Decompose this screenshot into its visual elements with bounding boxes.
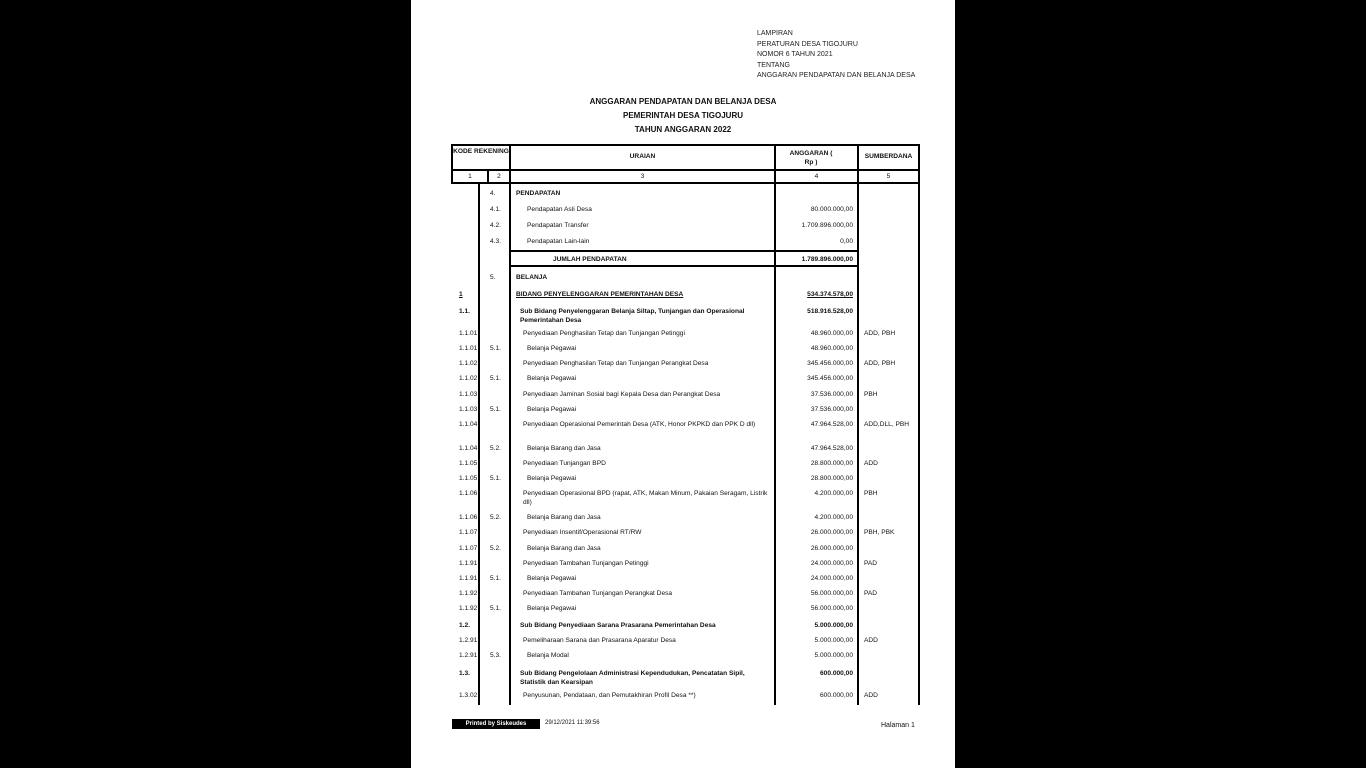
row-uraian: Penyediaan Operasional Pemerintah Desa (ATK, Honor PKPKD dan PPK D dll) [523,421,756,428]
header-kode: KODE REKENING [453,148,509,155]
printed-by-badge: Printed by Siskeudes [452,719,540,729]
row-uraian: Belanja Barang dan Jasa [527,445,601,452]
row-anggaran: 600.000,00 [819,692,853,699]
row-uraian: Penyediaan Tambahan Tunjangan Perangkat Desa [523,590,673,597]
row-kode: 1.1.01 [459,345,478,352]
row-sumberdana: ADD,DLL, PBH [864,421,910,428]
row-sub-kode: 4.2. [490,222,501,229]
row-uraian: Belanja Pegawai [527,575,577,582]
title-line: PEMERINTAH DESA TIGOJURU [622,111,743,120]
row-anggaran: 1.709.896.000,00 [801,222,853,229]
table-border [451,144,920,146]
title-line: ANGGARAN PENDAPATAN DAN BELANJA DESA [589,97,777,106]
row-uraian: Belanja Pegawai [527,605,577,612]
row-kode: 1.1.06 [459,490,478,497]
row-kode: 1.1.07 [459,545,478,552]
row-kode: 1.3. [459,670,470,677]
row-anggaran: 24.000.000,00 [810,560,853,567]
lampiran-line: NOMOR 6 TAHUN 2021 [757,51,833,59]
row-anggaran: 56.000.000,00 [810,605,853,612]
title-line: TAHUN ANGGARAN 2022 [634,125,732,134]
lampiran-line: ANGGARAN PENDAPATAN DAN BELANJA DESA [757,72,916,80]
row-sub-kode: 4.1. [490,206,501,213]
row-uraian: Belanja Barang dan Jasa [527,514,601,521]
row-kode: 1.3.02 [459,692,478,699]
row-anggaran: 37.536.000,00 [810,406,853,413]
printed-date: 29/12/2021 11:39:56 [545,720,600,726]
row-sumberdana: PAD [864,560,878,567]
row-kode: 1.1.06 [459,514,478,521]
table-border [451,182,920,184]
table-border [509,250,859,252]
row-sumberdana: ADD, PBH [864,330,896,337]
row-anggaran: 345.456.000,00 [807,375,853,382]
row-uraian: Sub Bidang Pengelolaan Administrasi Kependudukan, Pencatatan Sipil, Statistik dan Kearsipan [520,670,745,686]
row-sumberdana: PBH [864,490,878,497]
row-uraian: Penyediaan Tunjangan BPD [523,460,606,467]
row-uraian: Pendapatan Lain-lain [527,238,590,245]
row-anggaran: 56.000.000,00 [810,590,853,597]
row-anggaran: 4.200.000,00 [814,490,853,497]
row-sub-kode: 5.1. [490,375,501,382]
row-sumberdana: ADD [864,460,878,467]
row-sub-kode: 5.1. [490,575,501,582]
row-uraian: Belanja Pegawai [527,406,577,413]
row-uraian: Pendapatan Transfer [527,222,589,229]
row-kode: 1.1.91 [459,560,478,567]
document-title [411,95,955,137]
col-num: 3 [640,173,645,180]
row-anggaran: 47.964.528,00 [810,421,853,428]
row-anggaran: 518.916.528,00 [807,308,853,315]
row-kode: 1 [459,291,463,298]
row-kode: 1.1.05 [459,475,478,482]
header-anggaran: ANGGARAN ( Rp ) [789,150,833,166]
row-kode: 1.2.91 [459,652,478,659]
col-num: 4 [814,173,819,180]
row-kode: 1.1.01 [459,330,478,337]
row-sub-kode: 4.3. [490,238,501,245]
row-kode: 1.1.91 [459,575,478,582]
row-uraian: BELANJA [516,274,548,281]
row-kode: 1.1.03 [459,391,478,398]
row-uraian: Belanja Pegawai [527,375,577,382]
row-uraian: Belanja Barang dan Jasa [527,545,601,552]
table-border [478,184,480,705]
row-sub-kode: 5.1. [490,406,501,413]
lampiran-line: TENTANG [757,61,790,69]
row-anggaran: 5.000.000,00 [814,622,853,629]
row-anggaran: 80.000.000,00 [810,206,853,213]
table-border [451,169,920,171]
row-kode: 1.1.05 [459,460,478,467]
row-sub-kode: 5.2. [490,514,501,521]
page-number: Halaman 1 [881,722,915,729]
row-kode: 1.1.03 [459,406,478,413]
row-uraian: Pendapatan Asli Desa [527,206,592,213]
row-uraian: Penyediaan Penghasilan Tetap dan Tunjangan Petinggi [523,330,685,337]
row-kode: 1.1.92 [459,605,478,612]
row-anggaran: 28.800.000,00 [810,460,853,467]
header-uraian: URAIAN [629,153,656,160]
row-anggaran: 37.536.000,00 [810,391,853,398]
row-uraian: Penyediaan Tambahan Tunjangan Petinggi [523,560,649,567]
row-anggaran: 5.000.000,00 [814,637,853,644]
col-num: 2 [497,173,501,180]
col-num: 1 [468,173,472,180]
row-uraian: BIDANG PENYELENGGARAN PEMERINTAHAN DESA [516,291,684,298]
row-anggaran: 48.960.000,00 [810,345,853,352]
row-sumberdana: PBH, PBK [864,529,895,536]
row-anggaran: 345.456.000,00 [807,360,853,367]
row-kode: 1.1.04 [459,445,478,452]
row-sub-kode: 5. [490,274,496,281]
row-kode: 1.1.04 [459,421,478,428]
row-uraian: Belanja Modal [527,652,569,659]
row-uraian: Penyediaan Operasional BPD (rapat, ATK, Makan Minum, Pakaian Seragam, Listrik dll) [523,490,768,506]
document-page [411,0,955,768]
row-kode: 1.1.07 [459,529,478,536]
row-sumberdana: ADD [864,637,878,644]
row-uraian: Pemeliharaan Sarana dan Prasarana Aparatur Desa [523,637,676,644]
row-sub-kode: 5.3. [490,652,501,659]
row-sub-kode: 4. [490,190,496,197]
row-uraian: Belanja Pegawai [527,345,577,352]
row-sumberdana: ADD, PBH [864,360,896,367]
row-kode: 1.1.02 [459,360,478,367]
row-sub-kode: 5.1. [490,345,501,352]
row-anggaran: 26.000.000,00 [810,529,853,536]
row-anggaran: 26.000.000,00 [810,545,853,552]
header-sumberdana: SUMBERDANA [864,153,913,160]
row-uraian: Sub Bidang Penyediaan Sarana Prasarana Pemerintahan Desa [520,622,716,629]
lampiran-line: LAMPIRAN [757,30,793,37]
row-anggaran: 4.200.000,00 [814,514,853,521]
col-num: 5 [886,173,891,180]
row-anggaran: 600.000,00 [819,670,853,677]
row-kode: 1.2. [459,622,470,629]
row-kode: 1.1. [459,308,470,315]
row-sumberdana: PBH [864,391,878,398]
row-sub-kode: 5.1. [490,605,501,612]
table-border [509,144,511,705]
row-anggaran: 5.000.000,00 [814,652,853,659]
row-anggaran: 24.000.000,00 [810,575,853,582]
row-sumberdana: PAD [864,590,878,597]
row-sub-kode: 5.2. [490,445,501,452]
row-anggaran: 47.964.528,00 [810,445,853,452]
row-anggaran: 48.960.000,00 [810,330,853,337]
row-uraian: Penyediaan Jaminan Sosial bagi Kepala Desa dan Perangkat Desa [523,391,721,398]
row-anggaran: 1.789.896.000,00 [801,256,853,263]
row-kode: 1.1.92 [459,590,478,597]
row-anggaran: 534.374.578,00 [807,291,853,298]
row-uraian: JUMLAH PENDAPATAN [553,256,627,263]
table-border [509,265,859,267]
lampiran-block [757,29,915,82]
row-kode: 1.2.91 [459,637,478,644]
row-uraian: PENDAPATAN [516,190,561,197]
row-uraian: Sub Bidang Penyelenggaran Belanja Siltap, Tunjangan dan Operasional Pemerintahan Desa [520,308,745,324]
table-border [857,144,859,705]
row-uraian: Penyediaan Penghasilan Tetap dan Tunjangan Perangkat Desa [523,360,709,367]
lampiran-line: PERATURAN DESA TIGOJURU [757,40,858,48]
row-uraian: Penyusunan, Pendataan, dan Pemutakhiran Profil Desa **) [523,692,696,699]
row-anggaran: 0,00 [840,238,853,245]
row-uraian: Belanja Pegawai [527,475,577,482]
row-sub-kode: 5.1. [490,475,501,482]
row-sub-kode: 5.2. [490,545,501,552]
row-kode: 1.1.02 [459,375,478,382]
row-uraian: Penyediaan Insentif/Operasional RT/RW [523,529,642,536]
row-anggaran: 28.800.000,00 [810,475,853,482]
row-sumberdana: ADD [864,692,878,699]
table-border [918,144,920,705]
